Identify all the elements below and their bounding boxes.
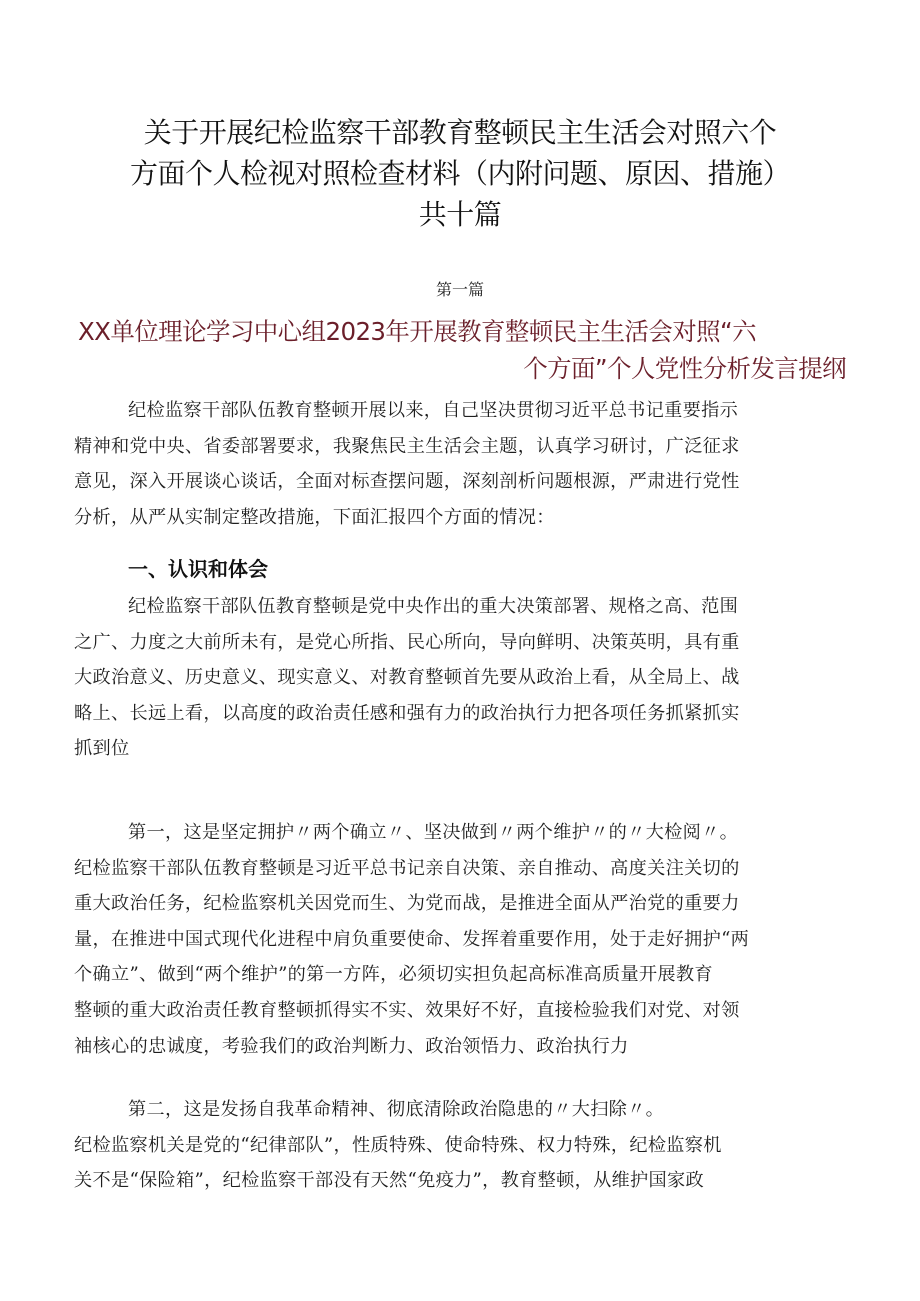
paragraph-line: 之广、力度之大前所未有，是党心所指、民心所向，导向鲜明、决策英明，具有重 xyxy=(74,631,740,653)
paragraph-line: 袖核心的忠诚度，考验我们的政治判断力、政治领悟力、政治执行力 xyxy=(74,1035,629,1057)
paragraph-line: 第二，这是发扬自我革命精神、彻底清除政治隐患的〃大扫除〃。 xyxy=(128,1099,665,1120)
document-title-line-2: 方面个人检视对照检查材料（内附问题、原因、措施） xyxy=(129,157,790,190)
paragraph-line: 量，在推进中国式现代化进程中肩负重要使命、发挥着重要作用，处于走好拥护“两 xyxy=(74,928,750,950)
document-title-line-1: 关于开展纪检监察干部教育整顿民主生活会对照六个 xyxy=(143,116,777,149)
paragraph-line: 略上、长远上看，以高度的政治责任感和强有力的政治执行力把各项任务抓紧抓实 xyxy=(74,702,740,724)
article-title-line-1: XX单位理论学习中心组2023年开展教育整顿民主生活会对照“六 xyxy=(78,317,757,346)
paragraph-line: 抓到位 xyxy=(74,738,130,760)
paragraph-line: 重大政治任务，纪检监察机关因党而生、为党而战，是推进全面从严治党的重要力 xyxy=(74,893,740,915)
article-title-line-2: 个方面”个人党性分析发言提纲 xyxy=(523,354,846,383)
paragraph-line: 精神和党中央、省委部署要求，我聚焦民主生活会主题，认真学习研讨，广泛征求 xyxy=(74,435,740,457)
paragraph-line: 纪检监察机关是党的“纪律部队”，性质特殊、使命特殊、权力特殊，纪检监察机 xyxy=(74,1134,722,1156)
article-title xyxy=(70,313,850,387)
paragraph-line: 整顿的重大政治责任教育整顿抓得实不实、效果好不好，直接检验我们对党、对领 xyxy=(74,999,740,1021)
paragraph-line: 纪检监察干部队伍教育整顿是党中央作出的重大决策部署、规格之高、范围 xyxy=(128,596,739,617)
paragraph-3 xyxy=(74,1092,854,1199)
paragraph-line: 关不是“保险箱”，纪检监察干部没有天然“免疫力”，教育整顿，从维护国家政 xyxy=(74,1170,704,1192)
paragraph-2 xyxy=(74,815,854,1064)
paragraph-line: 意见，深入开展谈心谈话，全面对标查摆问题，深刻剖析问题根源，严肃进行党性 xyxy=(74,471,740,493)
section-label: 第一篇 xyxy=(435,280,484,299)
paragraph-line: 第一，这是坚定拥护〃两个确立〃、坚决做到〃两个维护〃的〃大检阅〃。 xyxy=(128,822,739,843)
document-title-line-3: 共十篇 xyxy=(418,198,502,231)
paragraph-line: 纪检监察干部队伍教育整顿开展以来，自己坚决贯彻习近平总书记重要指示 xyxy=(128,400,739,421)
intro-paragraph xyxy=(74,393,854,535)
paragraph-line: 纪检监察干部队伍教育整顿是习近平总书记亲自决策、亲自推动、高度关注关切的 xyxy=(74,857,740,879)
paragraph-line: 大政治意义、历史意义、现实意义、对教育整顿首先要从政治上看，从全局上、战 xyxy=(74,667,740,689)
paragraph-1 xyxy=(74,589,854,767)
paragraph-line: 个确立”、做到“两个维护”的第一方阵，必须切实担负起高标准高质量开展教育 xyxy=(74,964,713,986)
paragraph-line: 分析，从严从实制定整改措施，下面汇报四个方面的情况： xyxy=(74,506,555,528)
section-heading-1: 一、认识和体会 xyxy=(128,557,268,581)
document-title xyxy=(60,112,860,235)
